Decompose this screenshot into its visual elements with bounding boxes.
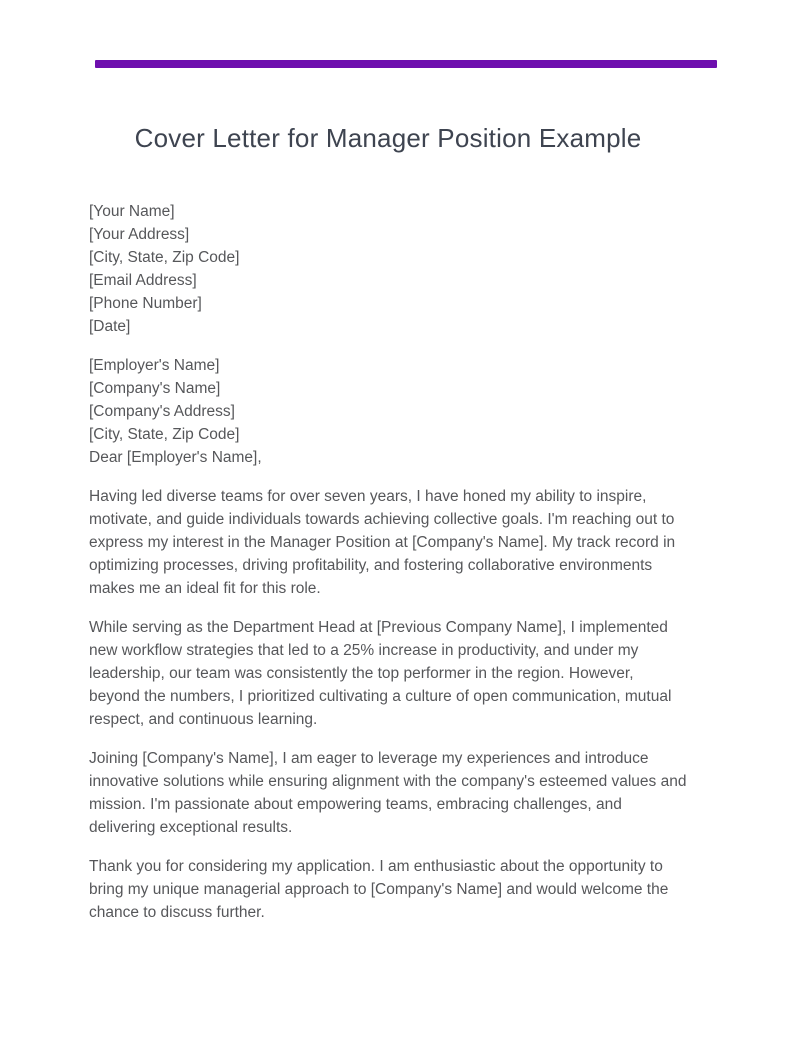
sender-city-line: [City, State, Zip Code] — [89, 249, 240, 266]
recipient-address-block — [89, 354, 688, 469]
page-title: Cover Letter for Manager Position Example — [134, 123, 642, 154]
paragraph-value: Joining [Company's Name], I am eager to leverage my experiences and introduce innovative solutions while ensuring alignment with the company's esteemed values and mission. I'm passionate about empowering teams, embracing challenges, and delivering exceptional results. — [89, 750, 687, 836]
employer-name-line: [Employer's Name] — [89, 357, 220, 374]
recipient-city-line: [City, State, Zip Code] — [89, 426, 240, 443]
sender-address-line: [Your Address] — [89, 226, 190, 243]
salutation-line: Dear [Employer's Name], — [89, 449, 262, 466]
sender-address-block — [89, 200, 688, 338]
company-address-line: [Company's Address] — [89, 403, 235, 420]
sender-phone-line: [Phone Number] — [89, 295, 202, 312]
accent-divider-bar — [95, 60, 717, 68]
cover-letter-body — [89, 200, 688, 940]
sender-email-line: [Email Address] — [89, 272, 197, 289]
paragraph-experience: While serving as the Department Head at [Previous Company Name], I implemented new workflow strategies that led to a 25% increase in productivity, and under my leadership, our team was consistently the top performer in the region. However, beyond the numbers, I prioritized cultivating a culture of open communication, mutual respect, and continuous learning. — [89, 619, 672, 728]
paragraph-introduction: Having led diverse teams for over seven years, I have honed my ability to inspire, motivate, and guide individuals towards achieving collective goals. I'm reaching out to express my interest in the Manager Position at [Company's Name]. My track record in optimizing processes, driving profitability, and fostering collaborative environments makes me an ideal fit for this role. — [89, 488, 676, 597]
sender-name-line: [Your Name] — [89, 203, 175, 220]
date-line: [Date] — [89, 318, 131, 335]
paragraph-closing: Thank you for considering my application. I am enthusiastic about the opportunity to bring my unique managerial approach to [Company's Name] and would welcome the chance to discuss further. — [89, 858, 669, 921]
company-name-line: [Company's Name] — [89, 380, 221, 397]
